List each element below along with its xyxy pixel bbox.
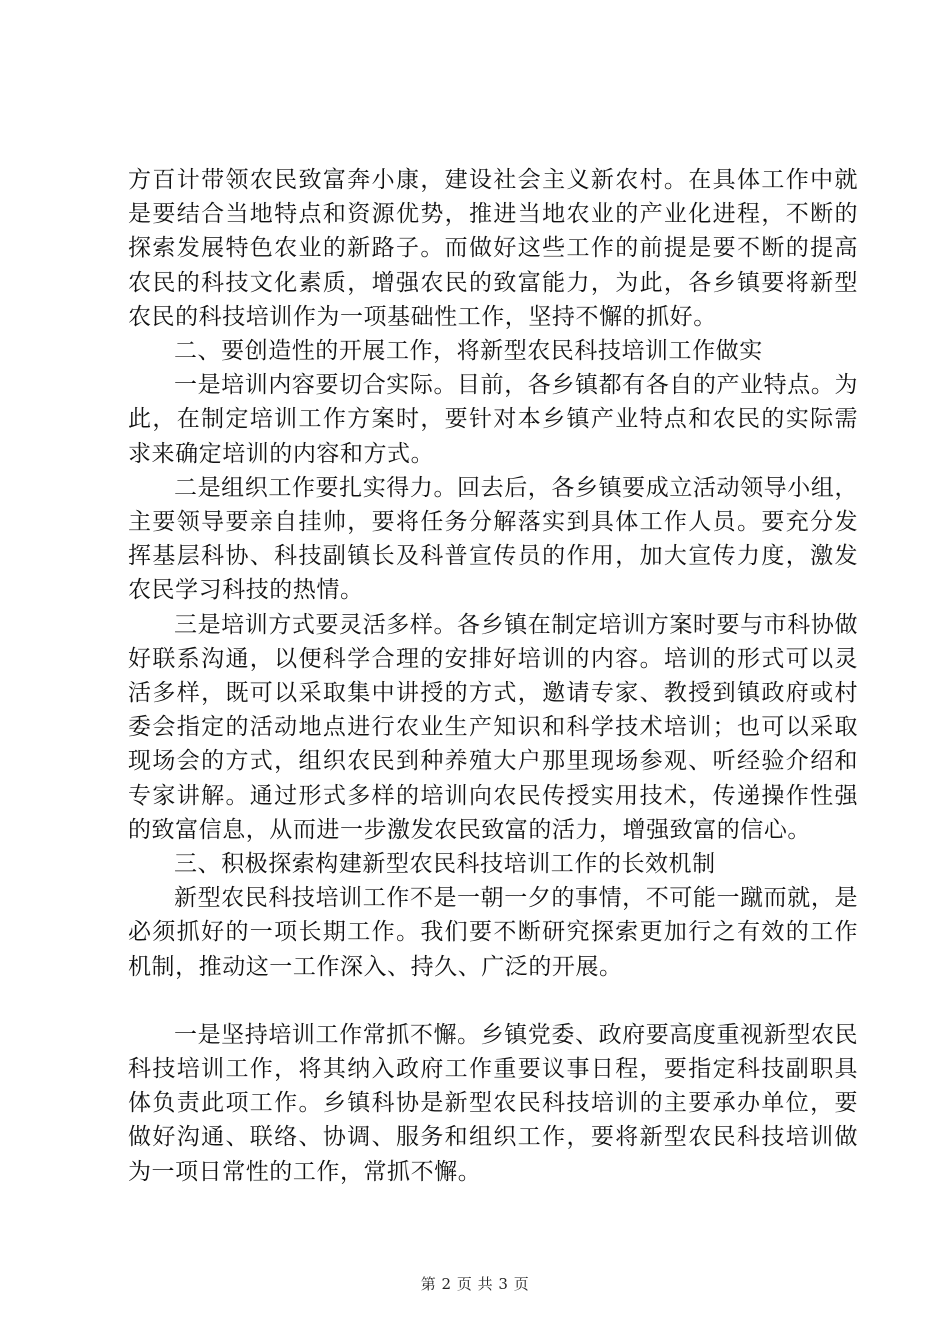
paragraph-continuation: 方百计带领农民致富奔小康，建设社会主义新农村。在具体工作中就是要结合当地特点和资源优势，推进当地农业的产业化进程，不断的探索发展特色农业的新路子。而做好这些工作的前提是要不断的提高农民的科技文化素质，增强农民的致富能力，为此，各乡镇要将新型农民的科技培训作为一项基础性工作，坚持不懈的抓好。 [128, 167, 858, 330]
paragraph-long-term-work: 新型农民科技培训工作不是一朝一夕的事情，不可能一蹴而就，是必须抓好的一项长期工作。我们要不断研究探索更加行之有效的工作机制，推动这一工作深入、持久、广泛的开展。 [128, 885, 858, 980]
section-heading-two: 二、要创造性的开展工作，将新型农民科技培训工作做实 [174, 338, 763, 365]
paragraph-organization: 二是组织工作要扎实得力。回去后，各乡镇要成立活动领导小组，主要领导要亲自挂帅，要将任务分解落实到具体工作人员。要充分发挥基层科协、科技副镇长及科普宣传员的作用，加大宣传力度，激发农民学习科技的热情。 [128, 474, 858, 604]
paragraph-training-content: 一是培训内容要切合实际。目前，各乡镇都有各自的产业特点。为此，在制定培训工作方案时，要针对本乡镇产业特点和农民的实际需求来确定培训的内容和方式。 [128, 372, 858, 467]
section-heading-three: 三、积极探索构建新型农民科技培训工作的长效机制 [174, 851, 716, 878]
page-number-footer: 第 2 页 共 3 页 [420, 1275, 530, 1293]
paragraph-training-methods: 三是培训方式要灵活多样。各乡镇在制定培训方案时要与市科协做好联系沟通，以便科学合理的安排好培训的内容。培训的形式可以灵活多样，既可以采取集中讲授的方式，邀请专家、教授到镇政府或村委会指定的活动地点进行农业生产知识和科学技术培训；也可以采取现场会的方式，组织农民到种养殖大户那里现场参观、听经验介绍和专家讲解。通过形式多样的培训向农民传授实用技术，传递操作性强的致富信息，从而进一步激发农民致富的活力，增强致富的信心。 [128, 611, 858, 843]
document-body [128, 163, 858, 1189]
paragraph-persistence: 一是坚持培训工作常抓不懈。乡镇党委、政府要高度重视新型农民科技培训工作，将其纳入政府工作重要议事日程，要指定科技副职具体负责此项工作。乡镇科协是新型农民科技培训的主要承办单位，要做好沟通、联络、协调、服务和组织工作，要将新型农民科技培训做为一项日常性的工作，常抓不懈。 [128, 1021, 858, 1185]
